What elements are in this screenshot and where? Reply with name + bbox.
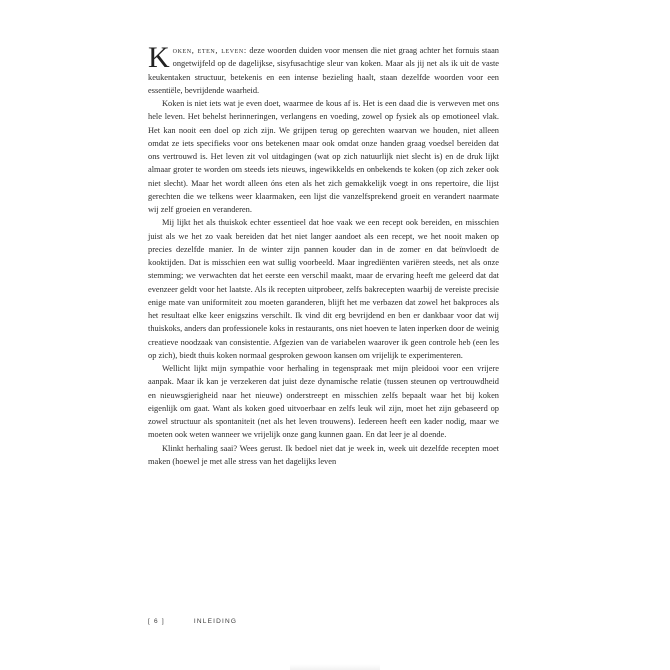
page-edge-shadow — [290, 664, 380, 670]
paragraph-5: Klinkt herhaling saai? Wees gerust. Ik bedoel niet dat je week in, week uit dezelfde recepten moet maken (hoewel je met alle stress van het dagelijks leven — [148, 443, 499, 466]
paragraph-4: Wellicht lijkt mijn sympathie voor herhaling in tegenspraak met mijn pleidooi voor een vrijere aanpak. Maar ik kan je verzekeren dat juist deze dynamische relatie (tussen steunen op vertrouwdheid en nieuwsgierigheid naar het nieuwe) onderstreept en misschien zelfs bepaalt waar het bij koken eigenlijk om gaat. Want als koken goed uitvoerbaar en zelfs leuk wil zijn, moet het zijn gebaseerd op zowel structuur als spontaniteit (net als het leven trouwens). Iedereen heeft een kader nodig, maar we moeten ook weten wanneer we vrijelijk onze gang kunnen gaan. En dat leer je al doende. — [148, 364, 499, 440]
paragraph-3: Mij lijkt het als thuiskok echter essentieel dat hoe vaak we een recept ook bereiden, en misschien juist als we het zo vaak bereiden dat het niet langer aandoet als een recept, we het nooit maken op precies dezelfde manier. In de winter zijn pannen kouder dan in de zomer en dat beïnvloedt de kooktijden. Dat is misschien een wat sullig voorbeeld. Maar ingrediënten variëren steeds, net als onze stemming; we verwachten dat het eerste een verschil maakt, maar de ervaring heeft me geleerd dat dat evenzeer geldt voor het laatste. Als ik recepten uitprobeer, zelfs bakrecepten waarbij de vereiste precisie enige mate van uniformiteit zou moeten garanderen, blijft het me verbazen dat zowel het bakproces als het resultaat elke keer enigszins verschilt. Ik vind dit erg bevrijdend en ben er dankbaar voor dat wij thuiskoks, anders dan professionele koks in restaurants, ons niet hoeven te laten inperken door de weinig creatieve noodzaak van consistentie. Afgezien van de variabelen waarover ik geen controle heb (een les op zich), biedt thuis koken normaal gesproken gewoon kansen om vrijelijk te experimenteren. — [148, 218, 499, 360]
drop-cap: K — [148, 41, 170, 74]
paragraph-2: Koken is niet iets wat je even doet, waarmee de kous af is. Het is een daad die is verweven met ons hele leven. Het behelst herinneringen, verlangens en voeding, zowel op fysiek als op emotioneel vlak. Het kan nooit een doel op zich zijn. We grijpen terug op gerechten waarvan we houden, niet alleen omdat ze iets specifieks voor ons betekenen maar ook omdat onze handen graag voedsel bereiden dat ons vertrouwd is. Het leven zit vol uitdagingen (wat op zich natuurlijk niet slecht is) en de druk lijkt almaar groter te worden om steeds iets nieuws, ingewikkelds en onbekends te koken (op zich zeker ook niet slecht). Maar het wordt alleen óns eten als het zich gemakkelijk voegt in ons repertoire, die lijst gerechten die we telkens weer klaarmaken, een lijst die vanzelfsprekend groeit en verandert naarmate wij zelf groeien en veranderen. — [148, 99, 499, 214]
paragraph-1-text: deze woorden duiden voor mensen die niet graag achter het fornuis staan ongetwijfeld op de dagelijkse, sisyfusachtige sleur van koken. Maar als jij net als ik uit de vaste keukentaken structuur, betekenis en een intense bezieling haalt, staan dezelfde woorden voor een essentiële, bevrijdende waarheid. — [148, 46, 499, 95]
paragraph-1 — [148, 41, 499, 97]
running-footer-section: INLEIDING — [193, 618, 238, 625]
book-page — [148, 41, 499, 468]
page-number: [ 6 ] — [148, 618, 165, 625]
lead-in-smallcaps: oken, eten, leven: — [172, 46, 247, 55]
page-footer — [148, 618, 499, 625]
